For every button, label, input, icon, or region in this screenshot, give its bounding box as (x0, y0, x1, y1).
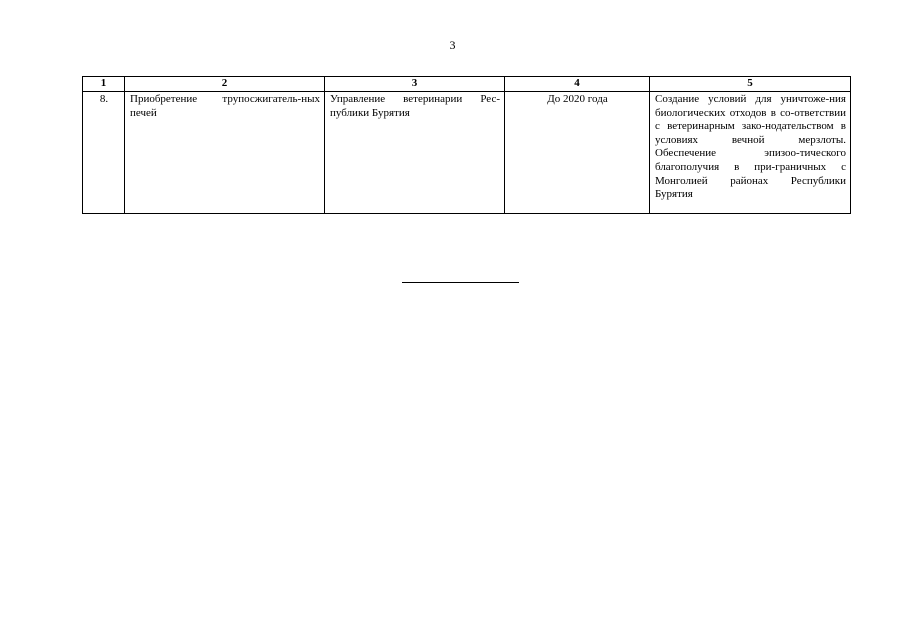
result-cell: Создание условий для уничтоже-ния биологических отходов в со-ответствии с ветеринарным зако-нодательством в условиях вечной мерзлоты. Обеспечение эпизоо-тического благополучия в при-граничных с Монголией районах Республики Бурятия (650, 92, 851, 214)
page-number: 3 (449, 38, 456, 52)
column-header-1: 1 (83, 77, 125, 92)
measures-table (82, 76, 851, 214)
row-number-cell: 8. (83, 92, 125, 214)
responsible-cell: Управление ветеринарии Рес-публики Бурятия (325, 92, 505, 214)
table-header-row (83, 77, 851, 92)
deadline-cell: До 2020 года (505, 92, 650, 214)
measure-cell: Приобретение трупосжигатель-ных печей (125, 92, 325, 214)
table-row (83, 92, 851, 214)
column-header-3: 3 (325, 77, 505, 92)
column-header-5: 5 (650, 77, 851, 92)
column-header-4: 4 (505, 77, 650, 92)
column-header-2: 2 (125, 77, 325, 92)
end-of-document-rule (402, 282, 519, 283)
